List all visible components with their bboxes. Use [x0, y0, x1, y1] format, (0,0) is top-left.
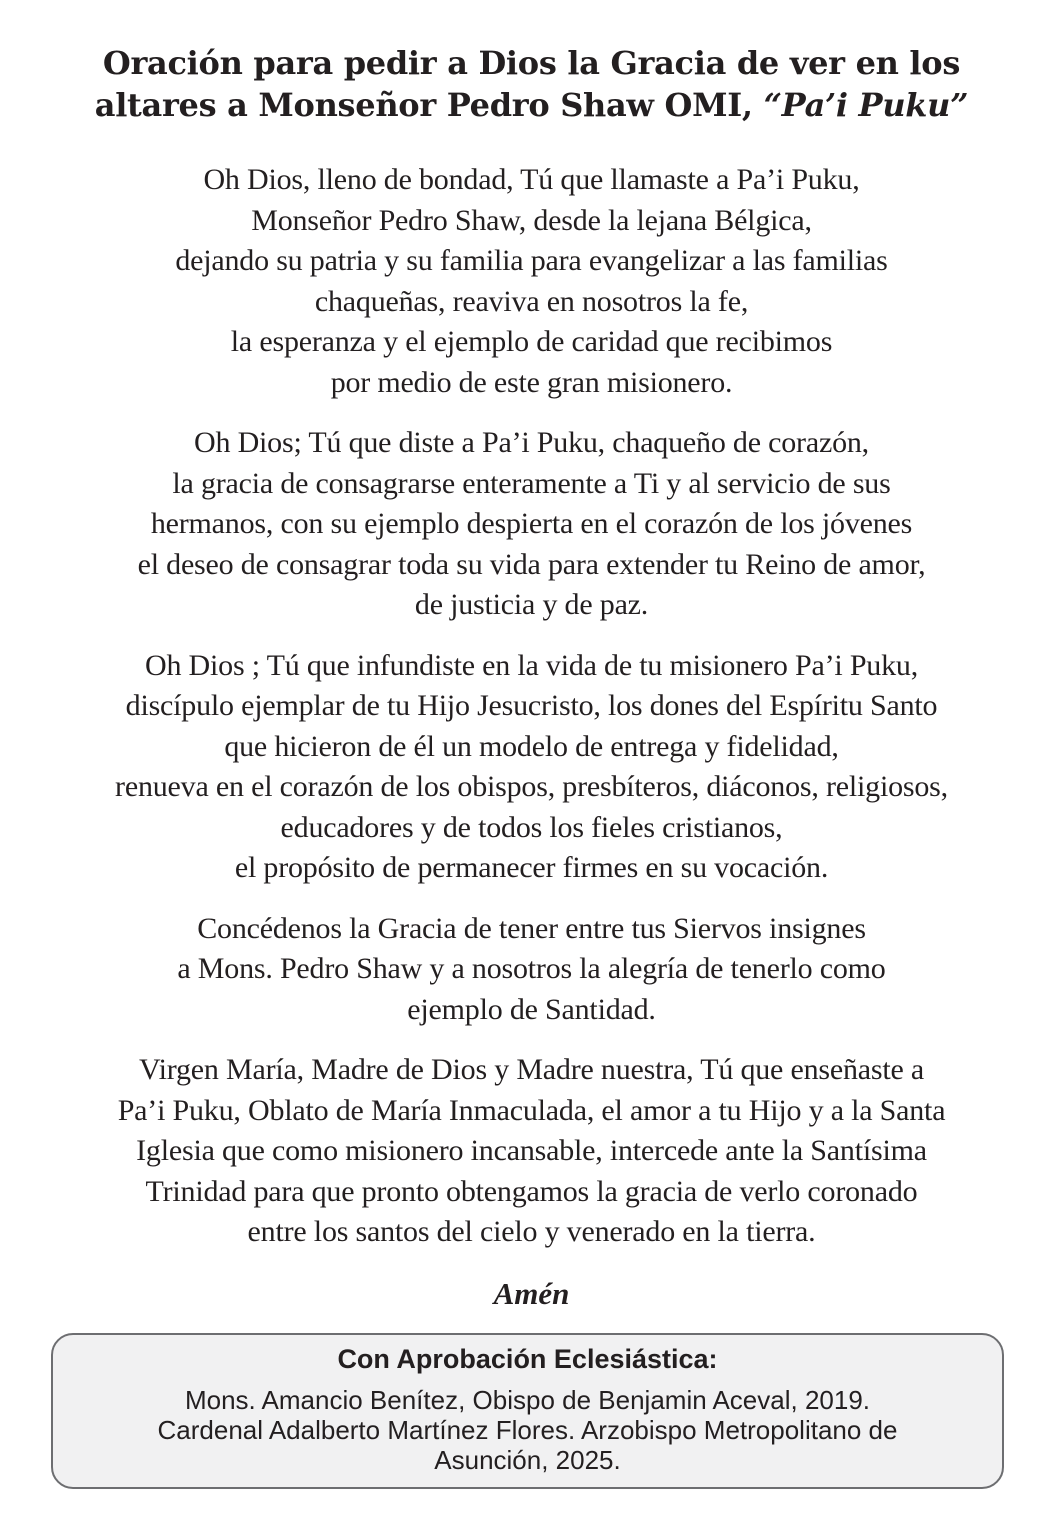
approval-line: Cardenal Adalberto Martínez Flores. Arzobispo Metropolitano de — [157, 1415, 898, 1445]
approval-line: Mons. Amancio Benítez, Obispo de Benjamin Aceval, 2019. — [184, 1385, 871, 1415]
prayer-body — [20, 160, 1043, 1273]
prayer-line: Monseñor Pedro Shaw, desde la lejana Bélgica, — [251, 203, 812, 237]
prayer-line: Concédenos la Gracia de tener entre tus Siervos insignes — [197, 911, 866, 945]
approval-line: Asunción, 2025. — [434, 1445, 621, 1475]
ecclesiastical-approval-box — [51, 1333, 1004, 1489]
prayer-line: por medio de este gran misionero. — [330, 365, 733, 399]
prayer-paragraph — [20, 1050, 1043, 1253]
prayer-line: el propósito de permanecer firmes en su vocación. — [234, 851, 829, 884]
title-line-2 — [0, 84, 1063, 126]
prayer-line: Virgen María, Madre de Dios y Madre nuestra, Tú que enseñaste a — [138, 1053, 925, 1086]
title-emphasis: “Pa’i Puku” — [763, 86, 969, 124]
prayer-line: que hicieron de él un modelo de entrega y fidelidad, — [224, 729, 839, 763]
prayer-paragraph — [20, 909, 1043, 1031]
prayer-paragraph — [20, 160, 1043, 403]
prayer-line: hermanos, con su ejemplo despierta en el corazón de los jóvenes — [150, 507, 913, 540]
prayer-closing-amen: Amén — [493, 1276, 570, 1311]
prayer-line: renueva en el corazón de los obispos, presbíteros, diáconos, religiosos, — [115, 770, 948, 803]
prayer-line: la esperanza y el ejemplo de caridad que recibimos — [230, 325, 833, 358]
approval-text — [53, 1385, 1002, 1475]
prayer-line: el deseo de consagrar toda su vida para extender tu Reino de amor, — [137, 547, 926, 581]
prayer-line: a Mons. Pedro Shaw y a nosotros la alegría de tenerlo como — [177, 952, 886, 985]
prayer-line: entre los santos del cielo y venerado en la tierra. — [247, 1215, 816, 1248]
prayer-line: Oh Dios; Tú que diste a Pa’i Puku, chaqueño de corazón, — [194, 426, 869, 459]
title-line-1: Oración para pedir a Dios la Gracia de ver en los — [102, 44, 961, 82]
prayer-line: la gracia de consagrarse enteramente a Ti y al servicio de sus — [172, 466, 891, 500]
prayer-line: Pa’i Puku, Oblato de María Inmaculada, el amor a tu Hijo y a la Santa — [117, 1093, 946, 1127]
prayer-line: discípulo ejemplar de tu Hijo Jesucristo, los dones del Espíritu Santo — [125, 689, 938, 722]
approval-heading: Con Aprobación Eclesiástica: — [337, 1344, 718, 1374]
prayer-line: Trinidad para que pronto obtengamos la gracia de verlo coronado — [145, 1174, 918, 1208]
prayer-paragraph — [20, 646, 1043, 889]
prayer-paragraph — [20, 423, 1043, 626]
prayer-line: dejando su patria y su familia para evangelizar a las familias — [175, 244, 888, 277]
prayer-line: Oh Dios, lleno de bondad, Tú que llamaste a Pa’i Puku, — [203, 163, 860, 196]
prayer-line: Iglesia que como misionero incansable, intercede ante la Santísima — [136, 1134, 927, 1167]
prayer-title — [0, 42, 1063, 126]
prayer-line: Oh Dios ; Tú que infundiste en la vida de tu misionero Pa’i Puku, — [144, 648, 919, 682]
title-line-2-text: altares a Monseñor Pedro Shaw OMI, — [94, 86, 764, 124]
prayer-line: de justicia y de paz. — [414, 588, 649, 621]
prayer-line: educadores y de todos los fieles cristianos, — [280, 810, 783, 844]
prayer-line: ejemplo de Santidad. — [407, 992, 656, 1026]
prayer-line: chaqueñas, reaviva en nosotros la fe, — [314, 284, 749, 318]
